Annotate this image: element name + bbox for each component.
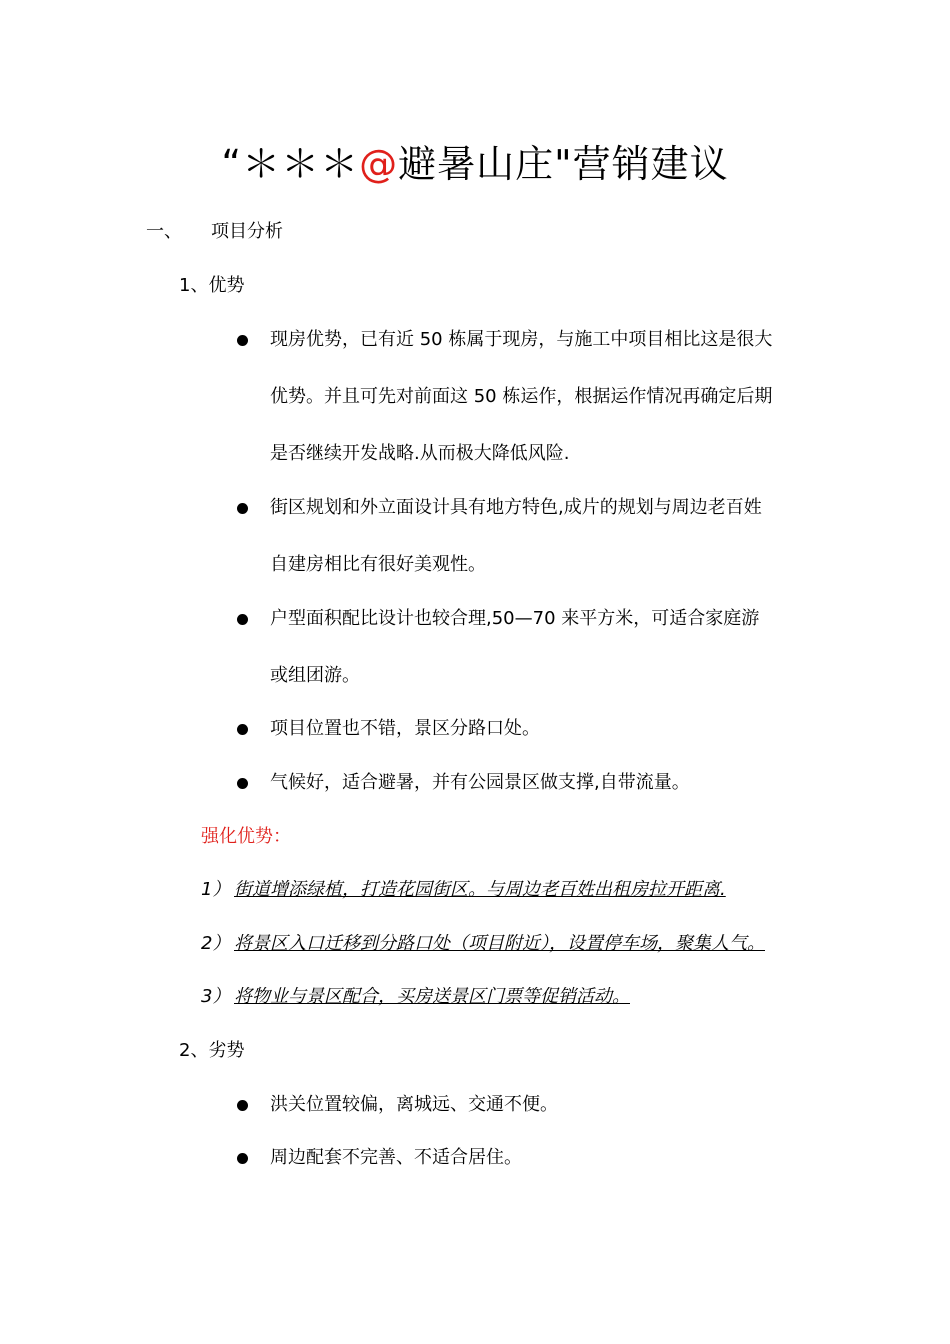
reinforce-item-text: 街道增添绿植，打造花园街区。与周边老百姓出租房拉开距离. [234, 879, 726, 900]
strength-5-line-1: 气候好，适合避暑，并有公园景区做支撑,自带流量。 [270, 772, 690, 793]
reinforce-item-1 [201, 877, 726, 903]
strength-2-line-1: 街区规划和外立面设计具有地方特色,成片的规划与周边老百姓 [270, 497, 762, 518]
bullet-dot [237, 1153, 248, 1164]
title-at-sign: @ [359, 142, 399, 186]
weakness-2-line-1: 周边配套不完善、不适合居住。 [270, 1147, 522, 1168]
section-number: 一、 [146, 221, 182, 242]
bullet-dot [237, 614, 248, 625]
strength-1-line-1: 现房优势，已有近 50 栋属于现房，与施工中项目相比这是很大 [270, 329, 773, 350]
document-title [0, 138, 950, 190]
reinforce-item-number: 3） [201, 986, 231, 1007]
title-prefix: “＊＊＊ [221, 142, 360, 186]
reinforce-item-text: 将景区入口迁移到分路口处（项目附近），设置停车场，聚集人气。 [234, 933, 765, 954]
reinforce-item-number: 1） [201, 879, 231, 900]
bullet-dot [237, 335, 248, 346]
strength-4-line-1: 项目位置也不错，景区分路口处。 [270, 718, 540, 739]
bullet-dot [237, 1100, 248, 1111]
title-rest: 避暑山庄"营销建议 [398, 142, 729, 186]
bullet-dot [237, 724, 248, 735]
bullet-dot [237, 778, 248, 789]
reinforce-heading: 强化优势： [201, 826, 291, 847]
strength-2-line-2: 自建房相比有很好美观性。 [270, 554, 486, 575]
strength-1-line-2: 优势。并且可先对前面这 50 栋运作，根据运作情况再确定后期 [270, 386, 773, 407]
reinforce-item-2 [201, 931, 765, 957]
weaknesses-heading: 2、劣势 [179, 1040, 245, 1061]
section-heading: 项目分析 [211, 221, 283, 242]
reinforce-item-3 [201, 984, 630, 1010]
reinforce-item-text: 将物业与景区配合，买房送景区门票等促销活动。 [234, 986, 630, 1007]
strength-1-line-3: 是否继续开发战略.从而极大降低风险. [270, 443, 570, 464]
strength-3-line-2: 或组团游。 [270, 665, 360, 686]
reinforce-item-number: 2） [201, 933, 231, 954]
bullet-dot [237, 503, 248, 514]
strengths-heading: 1、优势 [179, 275, 245, 296]
strength-3-line-1: 户型面积配比设计也较合理,50—70 来平方米，可适合家庭游 [270, 608, 760, 629]
weakness-1-line-1: 洪关位置较偏，离城远、交通不便。 [270, 1094, 558, 1115]
